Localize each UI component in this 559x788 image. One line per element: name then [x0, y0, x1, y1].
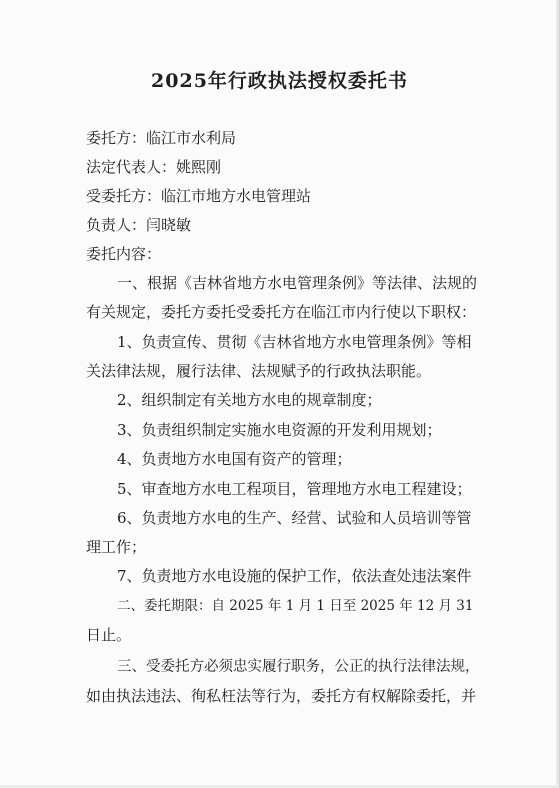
paragraph-1-line-1: 一、根据《吉林省地方水电管理条例》等法律、法规的 — [117, 274, 478, 292]
entrustment-content-heading: 委托内容： — [86, 245, 162, 263]
item-1-line-1: 1、负责宣传、贯彻《吉林省地方水电管理条例》等相 — [117, 333, 472, 351]
item-6-line-1: 6、负责地方水电的生产、经营、试验和人员培训等管 — [117, 509, 472, 527]
paragraph-1-line-2: 有关规定，委托方委托受委托方在临江市内行使以下职权： — [86, 303, 477, 321]
item-2: 2、组织制定有关地方水电的规章制度； — [117, 391, 382, 409]
entrustment-period-line-2: 日止。 — [86, 626, 132, 644]
obligations-line-2: 如由执法违法、徇私枉法等行为，委托方有权解除委托，并 — [86, 687, 477, 705]
obligations-line-1: 三、受委托方必须忠实履行职务，公正的执行法律法规， — [117, 659, 480, 675]
document-title: 2025年行政执法授权委托书 — [151, 70, 408, 92]
item-4: 4、负责地方水电国有资产的管理； — [117, 450, 352, 468]
entrusted-party-line: 受委托方：临江市地方水电管理站 — [86, 187, 312, 205]
entrusting-party-line: 委托方：临江市水利局 — [86, 129, 237, 147]
legal-representative-line: 法定代表人：姚熙刚 — [86, 158, 222, 176]
item-6-line-2: 理工作； — [86, 538, 147, 556]
item-1-line-2: 关法律法规，履行法律、法规赋予的行政执法职能。 — [86, 362, 432, 380]
responsible-person-line: 负责人：闫晓敏 — [86, 216, 192, 234]
item-3: 3、负责组织制定实施水电资源的开发利用规划； — [117, 421, 442, 439]
item-5: 5、审查地方水电工程项目，管理地方水电工程建设； — [117, 480, 472, 498]
item-7: 7、负责地方水电设施的保护工作，依法查处违法案件 — [117, 567, 472, 585]
entrustment-period-line-1: 二、委托期限：自 2025 年 1 月 1 日至 2025 年 12 月 31 — [117, 598, 474, 614]
